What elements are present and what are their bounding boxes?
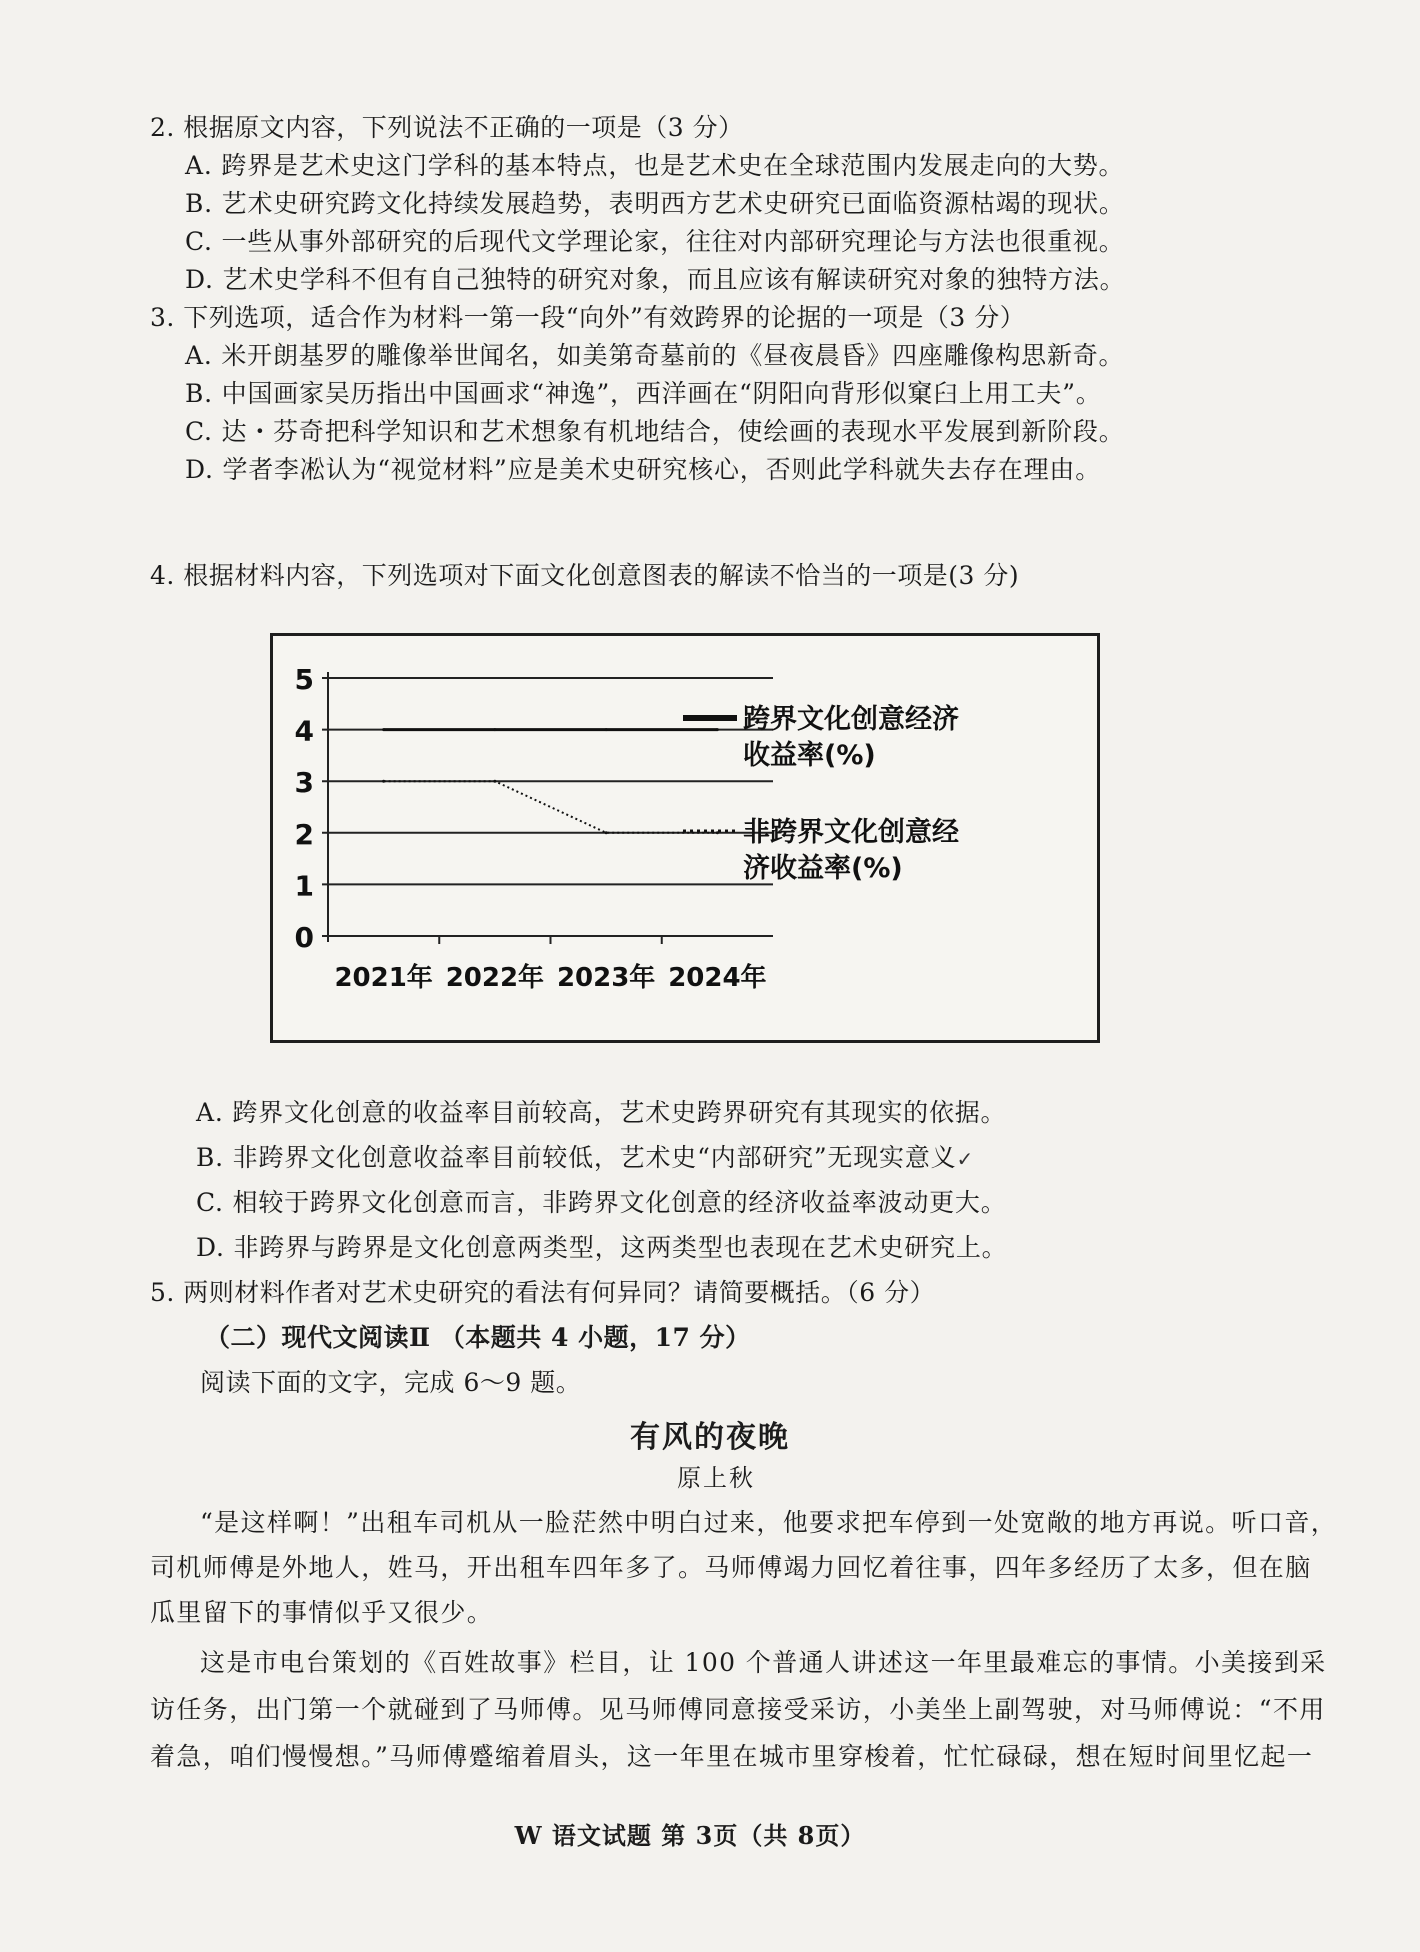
series-2-point-2 <box>493 780 496 783</box>
legend-label-1-line-2: 收益率(%) <box>743 740 876 771</box>
series-2-point-1 <box>382 780 385 783</box>
story-line-3: 瓜里留下的事情似乎又很少。 <box>150 1598 494 1627</box>
question-4-option-c: C. 相较于跨界文化创意而言，非跨界文化创意的经济收益率波动更大。 <box>196 1188 1007 1217</box>
x-category-label-1: 2021年 <box>334 963 433 993</box>
story-line-1: “是这样啊！”出租车司机从一脸茫然中明白过来，他要求把车停到一处宽敞的地方再说。听口音， <box>200 1508 1338 1537</box>
series-1-point-2 <box>493 728 496 731</box>
chart-panel <box>270 633 1100 1043</box>
y-tick-label-0: 0 <box>294 921 314 954</box>
y-tick-label-2: 2 <box>294 817 314 851</box>
question-4-option-d: D. 非跨界与跨界是文化创意两类型，这两类型也表现在艺术史研究上。 <box>196 1233 1008 1262</box>
x-category-label-3: 2023年 <box>556 963 656 993</box>
x-category-label-2: 2022年 <box>445 963 545 993</box>
series-2-point-3 <box>605 831 608 834</box>
y-tick-label-1: 1 <box>294 869 314 903</box>
story-line-2: 司机师傅是外地人，姓马，开出租车四年多了。马师傅竭力回忆着往事，四年多经历了太多，但在脑 <box>150 1553 1312 1582</box>
page-footer: W 语文试题 第 3页（共 8页） <box>514 1821 866 1850</box>
question-3-option-a: A. 米开朗基罗的雕像举世闻名，如美第奇墓前的《昼夜晨昏》四座雕像构思新奇。 <box>185 341 1125 370</box>
question-3-stem: 3. 下列选项，适合作为材料一第一段“向外”有效跨界的论据的一项是（3 分） <box>150 303 1026 332</box>
series-line-2 <box>384 781 718 833</box>
story-line-5: 访任务，出门第一个就碰到了马师傅。见马师傅同意接受采访，小美坐上副驾驶，对马师傅说：“不用 <box>150 1695 1326 1724</box>
y-tick-label-3: 3 <box>294 766 314 800</box>
y-tick-label-5: 5 <box>294 663 314 696</box>
story-line-6: 着急，咱们慢慢想。”马师傅蹙缩着眉头，这一年里在城市里穿梭着，忙忙碌碌，想在短时间里忆起一 <box>150 1742 1314 1771</box>
y-tick-label-4: 4 <box>294 714 314 748</box>
question-4-option-b-text: B. 非跨界文化创意收益率目前较低，艺术史“内部研究”无现实意义 <box>196 1143 957 1172</box>
question-4-stem: 4. 根据材料内容，下列选项对下面文化创意图表的解读不恰当的一项是(3 分) <box>150 561 1020 590</box>
series-1-point-4 <box>716 728 719 731</box>
question-2-stem: 2. 根据原文内容，下列说法不正确的一项是（3 分） <box>150 113 744 142</box>
question-5-stem: 5. 两则材料作者对艺术史研究的看法有何异同？请简要概括。（6 分） <box>150 1278 936 1307</box>
question-2-option-c: C. 一些从事外部研究的后现代文学理论家，往往对内部研究理论与方法也很重视。 <box>185 227 1125 256</box>
story-title: 有风的夜晚 <box>630 1420 790 1455</box>
story-author: 原上秋 <box>677 1464 755 1492</box>
question-2-option-d: D. 艺术史学科不但有自己独特的研究对象，而且应该有解读研究对象的独特方法。 <box>185 265 1126 294</box>
series-1-point-1 <box>382 728 385 731</box>
legend-label-1-line-1: 跨界文化创意经济 <box>743 704 959 735</box>
question-2-option-b: B. 艺术史研究跨文化持续发展趋势，表明西方艺术史研究已面临资源枯竭的现状。 <box>185 189 1125 218</box>
question-4-option-a: A. 跨界文化创意的收益率目前较高，艺术史跨界研究有其现实的依据。 <box>196 1098 1007 1127</box>
question-3-option-d: D. 学者李凇认为“视觉材料”应是美术史研究核心，否则此学科就失去存在理由。 <box>185 455 1102 484</box>
line-chart <box>273 636 1097 1040</box>
series-1-point-3 <box>605 728 608 731</box>
question-3-option-b: B. 中国画家吴历指出中国画求“神逸”，西洋画在“阴阳向背形似窠臼上用工夫”。 <box>185 379 1102 408</box>
legend-label-2-line-1: 非跨界文化创意经 <box>743 817 959 848</box>
section-instruction: 阅读下面的文字，完成 6～9 题。 <box>200 1368 582 1397</box>
question-2-option-a: A. 跨界是艺术史这门学科的基本特点，也是艺术史在全球范围内发展走向的大势。 <box>185 151 1125 180</box>
section-heading: （二）现代文阅读Ⅱ （本题共 4 小题，17 分） <box>205 1323 751 1352</box>
question-3-option-c: C. 达・芬奇把科学知识和艺术想象有机地结合，使绘画的表现水平发展到新阶段。 <box>185 417 1125 446</box>
check-mark-icon: ✓ <box>956 1147 974 1171</box>
x-category-label-4: 2024年 <box>668 963 767 993</box>
question-4-option-b <box>196 1138 974 1174</box>
story-line-4: 这是市电台策划的《百姓故事》栏目，让 100 个普通人讲述这一年里最难忘的事情。小美接到采 <box>200 1648 1327 1677</box>
legend-label-2-line-2: 济收益率(%) <box>743 853 903 884</box>
